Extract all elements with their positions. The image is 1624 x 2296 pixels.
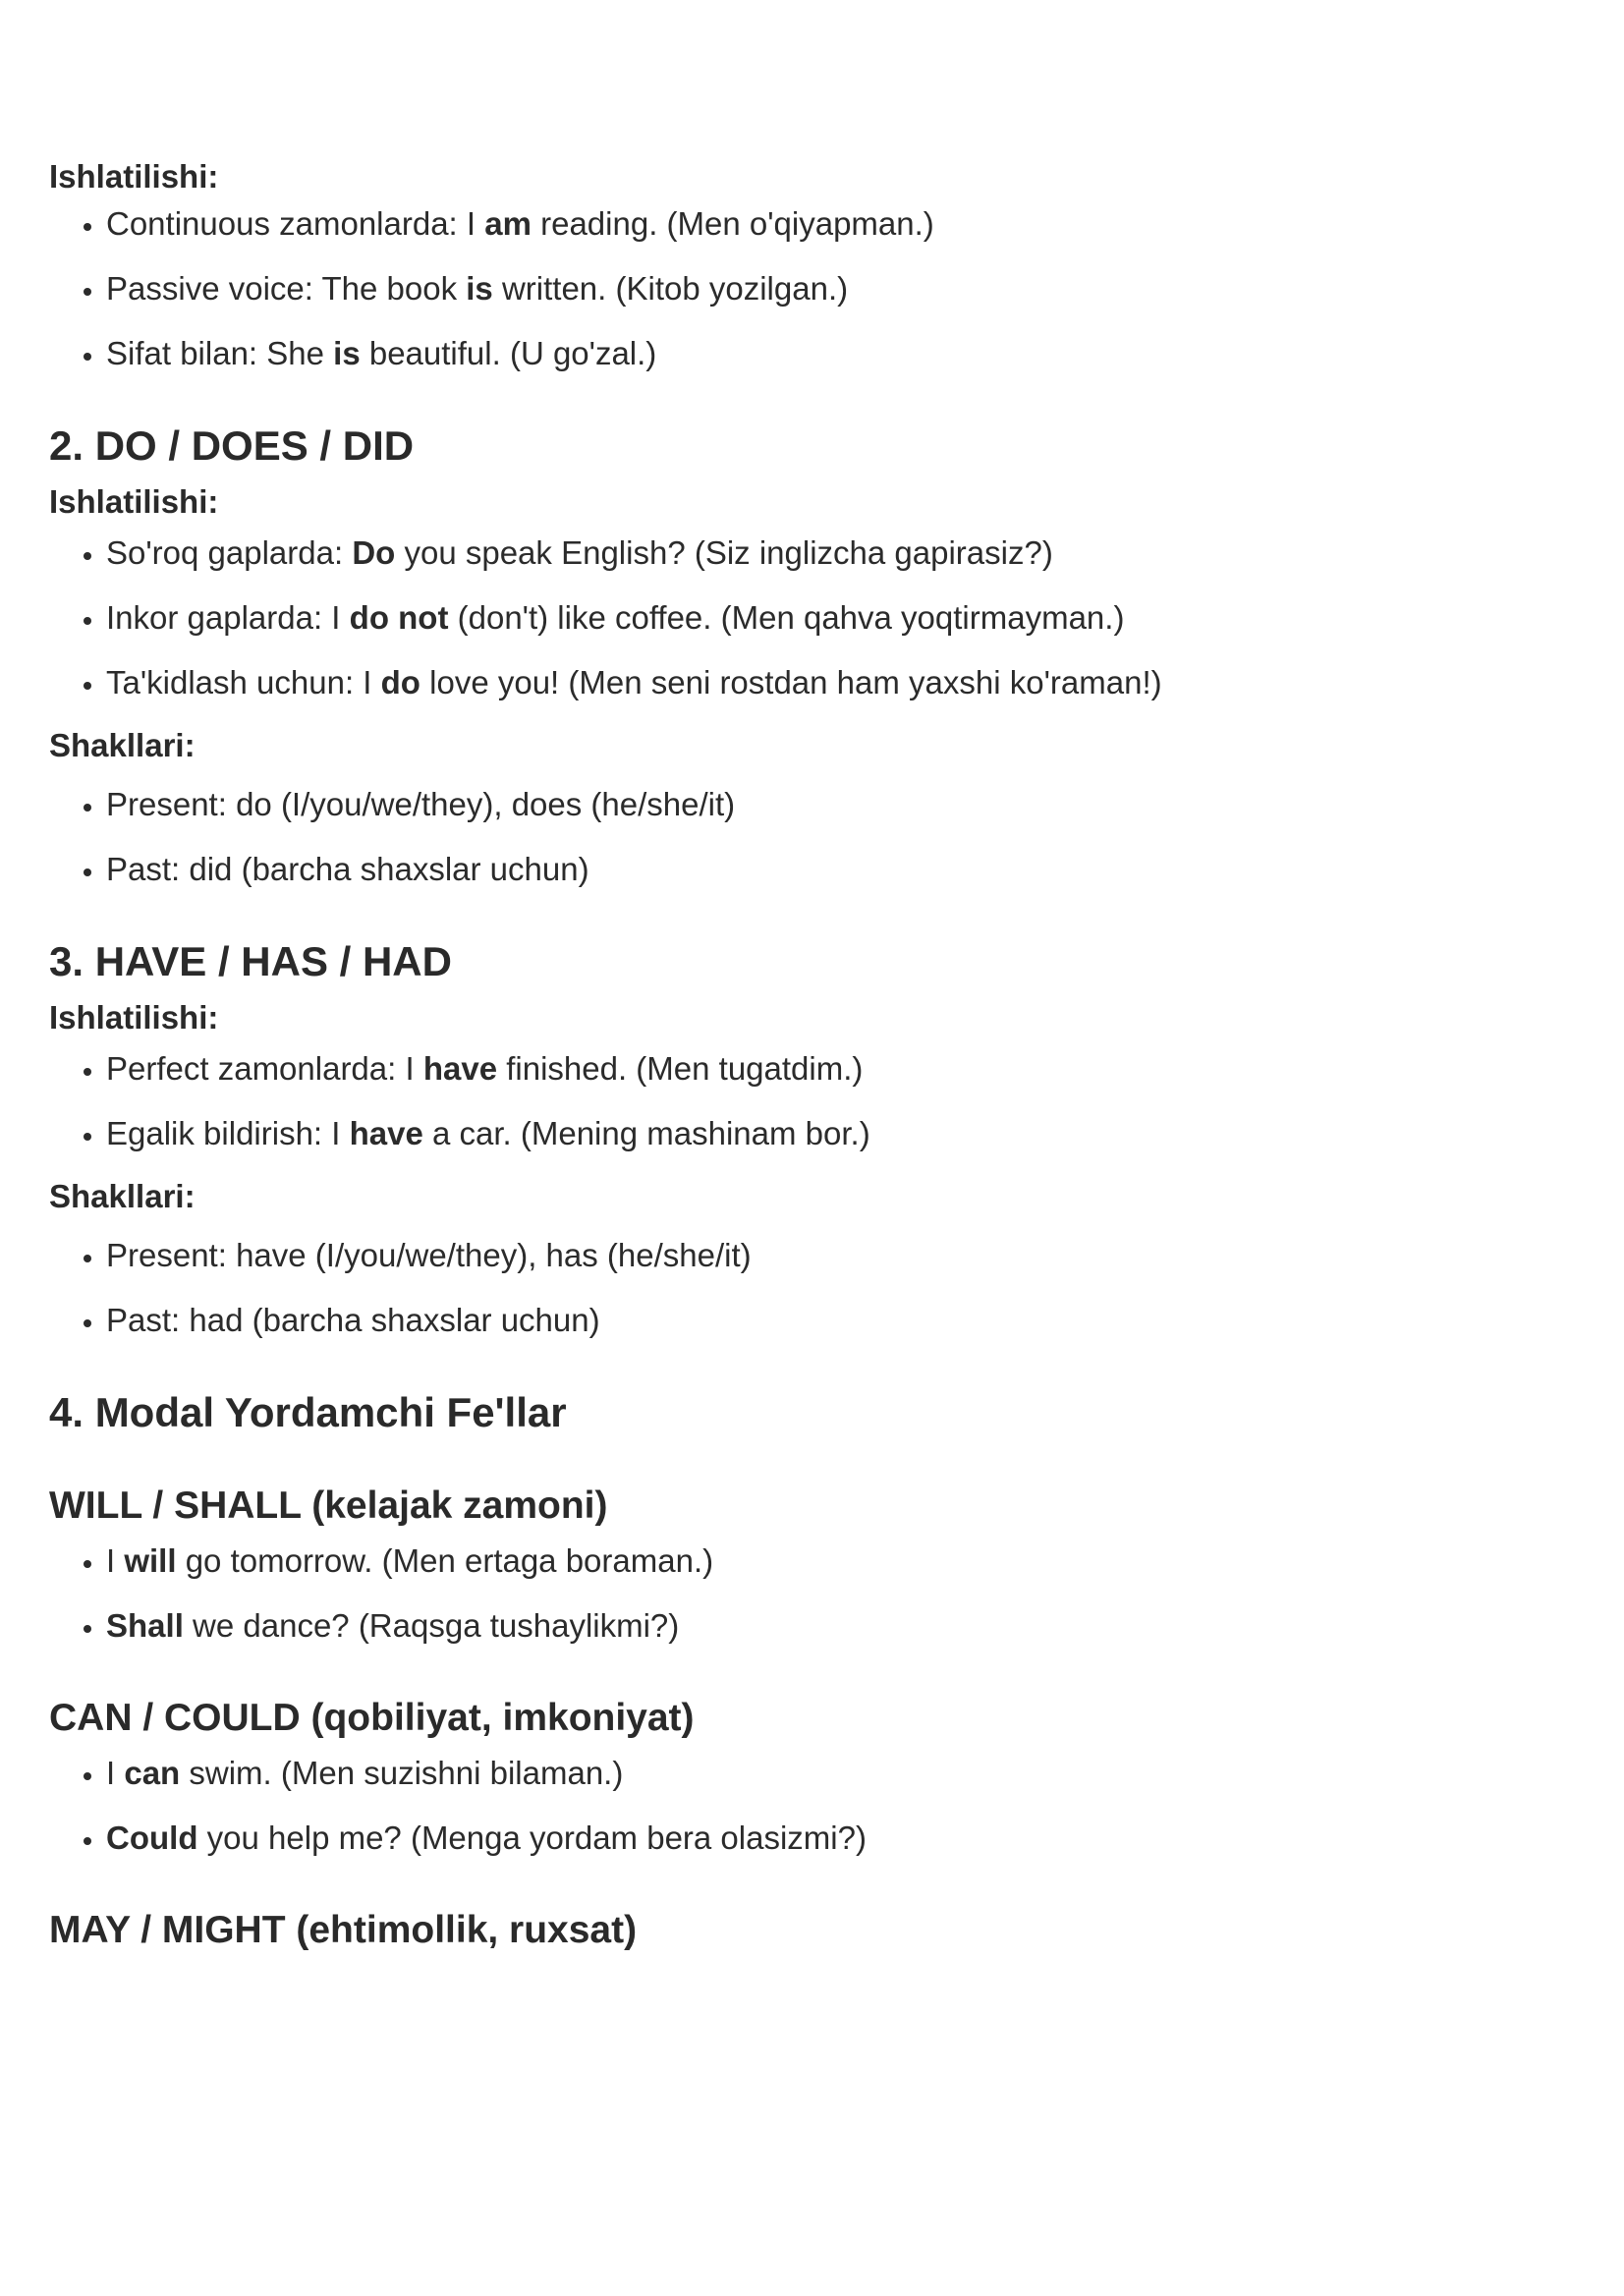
list-item: • I will go tomorrow. (Men ertaga boraman.) xyxy=(106,1541,1572,1581)
subsection-title-can: CAN / COULD (qobiliyat, imkoniyat) xyxy=(49,1697,695,1739)
list-item: • Perfect zamonlarda: I have finished. (Men tugatdim.) xyxy=(106,1049,1572,1089)
list-item: • Passive voice: The book is written. (Kitob yozilgan.) xyxy=(106,269,1572,308)
forms-list xyxy=(49,785,1572,889)
list-item: • Present: have (I/you/we/they), has (he/she/it) xyxy=(106,1236,1572,1275)
section-title-have: 3. HAVE / HAS / HAD xyxy=(49,938,452,984)
subsection-title-may: MAY / MIGHT (ehtimollik, ruxsat) xyxy=(49,1909,638,1951)
document-page xyxy=(49,157,1572,1954)
usage-label: Ishlatilishi: xyxy=(49,158,219,195)
list-item: • Inkor gaplarda: I do not (don't) like coffee. (Men qahva yoqtirmayman.) xyxy=(106,598,1572,638)
list-item: • So'roq gaplarda: Do you speak English? (Siz inglizcha gapirasiz?) xyxy=(106,533,1572,573)
list-item: • Present: do (I/you/we/they), does (he/she/it) xyxy=(106,785,1572,824)
section-title-modal: 4. Modal Yordamchi Fe'llar xyxy=(49,1389,567,1435)
forms-label: Shakllari: xyxy=(49,727,196,763)
forms-list xyxy=(49,1236,1572,1340)
list-item: • Egalik bildirish: I have a car. (Mening mashinam bor.) xyxy=(106,1114,1572,1153)
section-title-do: 2. DO / DOES / DID xyxy=(49,422,415,469)
subsection-title-will: WILL / SHALL (kelajak zamoni) xyxy=(49,1484,608,1527)
usage-label: Ishlatilishi: xyxy=(49,483,219,520)
list-item: • Sifat bilan: She is beautiful. (U go'zal.) xyxy=(106,334,1572,373)
list-item: • Could you help me? (Menga yordam bera olasizmi?) xyxy=(106,1819,1572,1858)
list-item: • Ta'kidlash uchun: I do love you! (Men seni rostdan ham yaxshi ko'raman!) xyxy=(106,663,1572,702)
list-item: • Continuous zamonlarda: I am reading. (Men o'qiyapman.) xyxy=(106,204,1572,244)
list-item: • I can swim. (Men suzishni bilaman.) xyxy=(106,1754,1572,1793)
example-list xyxy=(49,1541,1572,1646)
usage-list xyxy=(49,1049,1572,1153)
list-item: • Shall we dance? (Raqsga tushaylikmi?) xyxy=(106,1606,1572,1646)
usage-label: Ishlatilishi: xyxy=(49,999,219,1036)
list-item: • Past: had (barcha shaxslar uchun) xyxy=(106,1301,1572,1340)
forms-label: Shakllari: xyxy=(49,1178,196,1214)
usage-list xyxy=(49,533,1572,702)
usage-list xyxy=(49,204,1572,373)
list-item: • Past: did (barcha shaxslar uchun) xyxy=(106,850,1572,889)
example-list xyxy=(49,1754,1572,1858)
